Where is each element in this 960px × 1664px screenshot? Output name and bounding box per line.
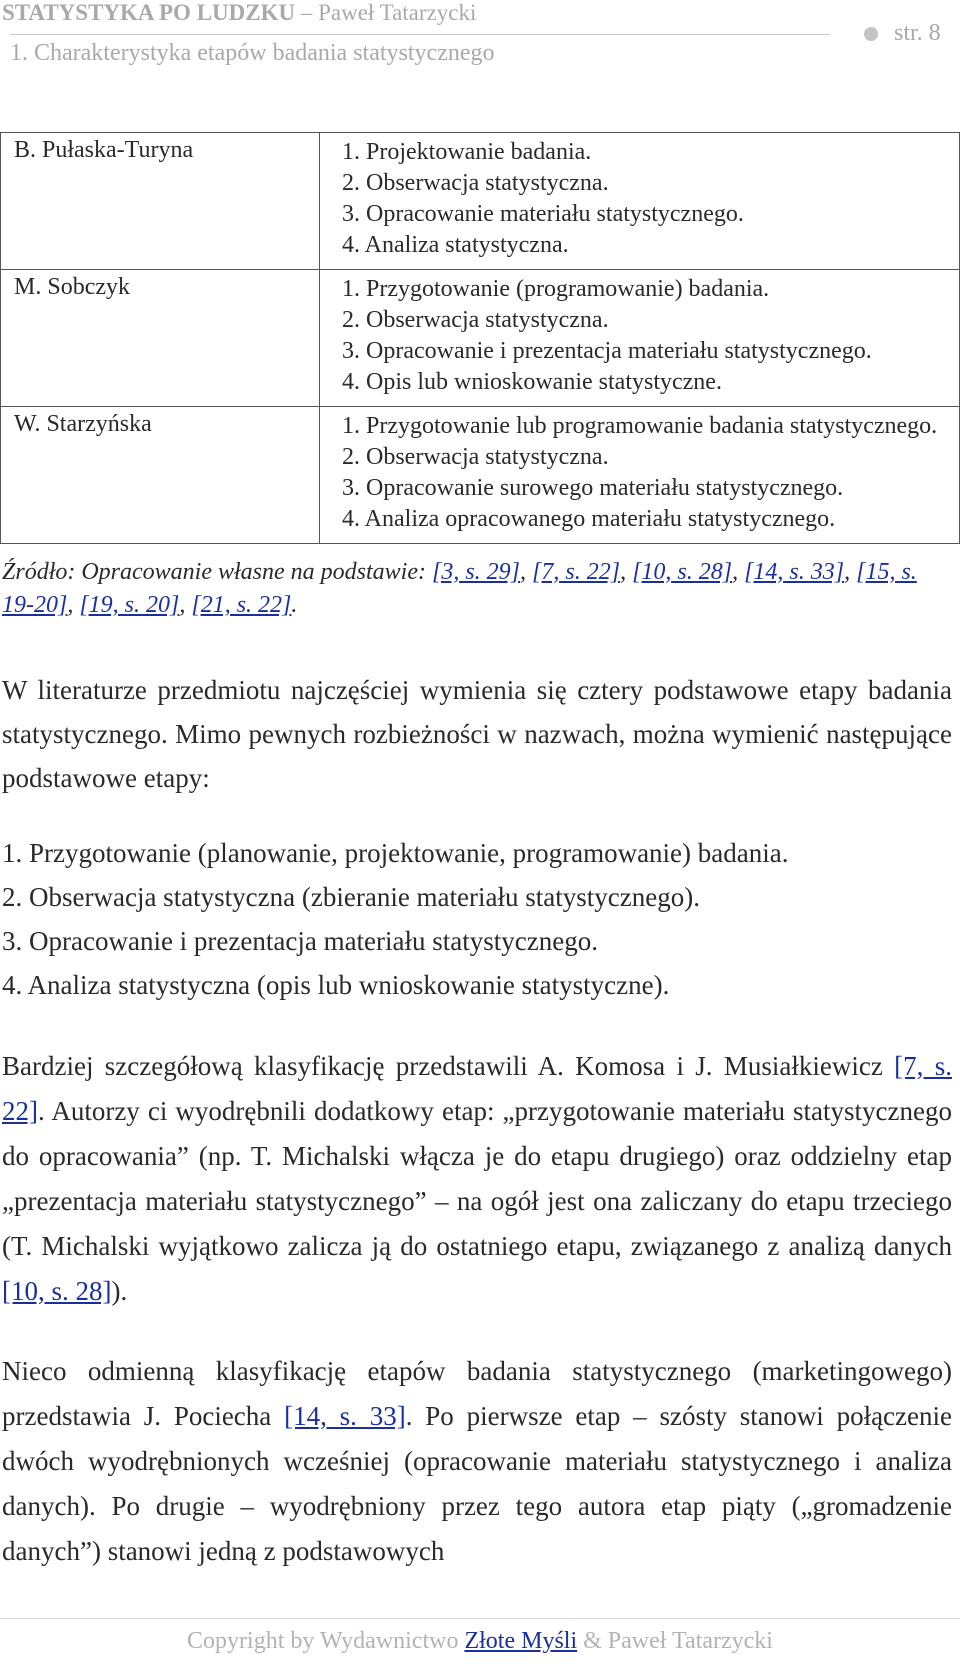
list-item: 2. Obserwacja statystyczna (zbieranie materiału statystycznego).: [2, 882, 700, 912]
reference-link[interactable]: [14, s. 33]: [744, 559, 845, 585]
step-item: 3. Opracowanie materiału statystycznego.: [342, 201, 744, 227]
table-cell-steps: [320, 407, 960, 544]
step-item: 2. Obserwacja statystyczna.: [342, 170, 609, 196]
step-item: 2. Obserwacja statystyczna.: [342, 444, 609, 470]
table-cell-author: M. Sobczyk: [1, 270, 320, 407]
footer-prefix: Copyright by Wydawnictwo: [187, 1628, 465, 1654]
table-cell-author: W. Starzyńska: [1, 407, 320, 544]
table-row: [1, 270, 960, 407]
reference-link[interactable]: [10, s. 28]: [632, 559, 733, 585]
paragraph-text: . Po pierwsze etap – szósty stanowi połączenie dwóch wyodrębnionych wcześniej (opracowanie materiału statystycznego i analiza danych). Po drugie – wyodrębniony przez tego autora etap piąty („gromadzenie danych”) stanowi jedną z podstawowych: [2, 1401, 952, 1566]
reference-link[interactable]: [15, s. 19-20]: [2, 559, 917, 618]
step-item: 1. Projektowanie badania.: [342, 139, 592, 165]
table-cell-author: B. Pułaska-Turyna: [1, 133, 320, 270]
reference-link[interactable]: [21, s. 22]: [191, 592, 292, 618]
paragraph-text: ).: [111, 1276, 128, 1306]
list-item: 1. Przygotowanie (planowanie, projektowanie, programowanie) badania.: [2, 838, 789, 868]
bullet-icon: [864, 27, 878, 41]
table-source-caption: Źródło: Opracowanie własne na podstawie: [3, s. 29], [7, s. 22], [10, s. 28], [14, s. 33], [15, s. 19-20], [19, s. 20], [21, s. 22].: [2, 559, 917, 618]
book-author: Paweł Tatarzycki: [318, 0, 477, 25]
stages-list: [2, 831, 788, 1007]
footer-suffix: & Paweł Tatarzycki: [577, 1628, 773, 1654]
step-item: 3. Opracowanie surowego materiału statystycznego.: [342, 475, 844, 501]
caption-end: .: [291, 592, 298, 618]
reference-link[interactable]: [19, s. 20]: [79, 592, 180, 618]
title-dash: –: [300, 0, 313, 25]
header-rule: [10, 34, 830, 35]
step-item: 4. Analiza opracowanego materiału statystycznego.: [342, 506, 836, 532]
reference-link[interactable]: [7, s. 22]: [2, 1051, 952, 1126]
paragraph-text: Bardziej szczegółową klasyfikację przedstawili A. Komosa i J. Musiałkiewicz: [2, 1051, 895, 1081]
reference-link[interactable]: [10, s. 28]: [2, 1276, 112, 1306]
body-paragraph: W literaturze przedmiotu najczęściej wymienia się cztery podstawowe etapy badania statystycznego. Mimo pewnych rozbieżności w nazwach, można wymienić następujące podstawowe etapy:: [2, 675, 952, 793]
reference-link[interactable]: [14, s. 33]: [284, 1401, 406, 1431]
caption-lead: Źródło: Opracowanie własne na podstawie:: [2, 559, 432, 585]
page-footer: [0, 1628, 960, 1655]
step-item: 3. Opracowanie i prezentacja materiału statystycznego.: [342, 338, 872, 364]
body-paragraph: [2, 1349, 952, 1574]
body-paragraph: [2, 1044, 952, 1314]
reference-link[interactable]: [7, s. 22]: [532, 559, 621, 585]
table-row: [1, 407, 960, 544]
stages-comparison-table: [0, 132, 960, 544]
table-row: [1, 133, 960, 270]
step-item: 1. Przygotowanie lub programowanie badania statystycznego.: [342, 413, 938, 439]
book-title: STATYSTYKA PO LUDZKU: [2, 0, 296, 25]
step-item: 4. Analiza statystyczna.: [342, 232, 569, 258]
step-item: 4. Opis lub wnioskowanie statystyczne.: [342, 369, 722, 395]
publisher-link[interactable]: Złote Myśli: [464, 1628, 578, 1654]
step-item: 2. Obserwacja statystyczna.: [342, 307, 609, 333]
page-number: str. 8: [894, 20, 941, 46]
list-item: 3. Opracowanie i prezentacja materiału statystycznego.: [2, 926, 598, 956]
running-head: [2, 0, 476, 26]
paragraph-text: Nieco odmienną klasyfikację etapów badania statystycznego (marketingowego) przedstawia J. Pociecha: [2, 1356, 952, 1431]
reference-link[interactable]: [3, s. 29]: [432, 559, 521, 585]
footer-rule: [0, 1618, 960, 1619]
list-item: 4. Analiza statystyczna (opis lub wnioskowanie statystyczne).: [2, 970, 670, 1000]
table-cell-steps: [320, 270, 960, 407]
chapter-title: 1. Charakterystyka etapów badania statystycznego: [10, 40, 495, 66]
paragraph-text: . Autorzy ci wyodrębnili dodatkowy etap: „przygotowanie materiału statystycznego do opracowania” (np. T. Michalski włącza je do etapu drugiego) oraz oddzielny etap „prezentacja materiału statystycznego” – na ogół jest ona zaliczany do etapu trzeciego (T. Michalski wyjątkowo zalicza ją do ostatniego etapu, związanego z analizą danych: [2, 1096, 952, 1261]
step-item: 1. Przygotowanie (programowanie) badania.: [342, 276, 770, 302]
table-cell-steps: [320, 133, 960, 270]
